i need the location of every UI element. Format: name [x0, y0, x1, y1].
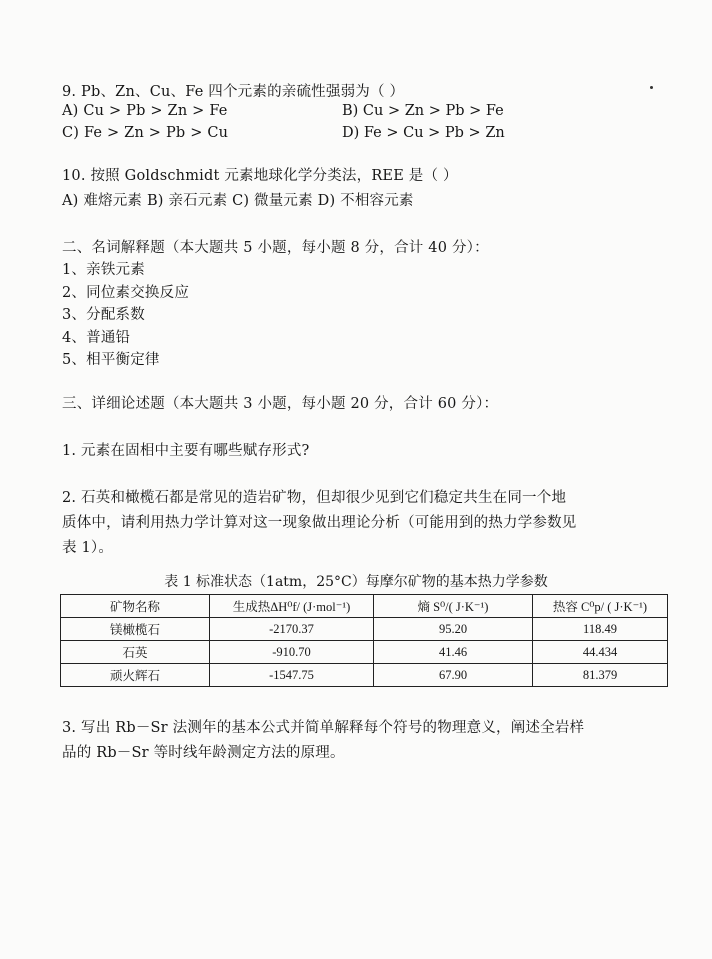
table-row: [61, 641, 668, 664]
table-cell: 镁橄榄石: [61, 618, 210, 641]
table-row: [61, 618, 668, 641]
table-cell: 顽火辉石: [61, 664, 210, 687]
section2-item: 4、普通铅: [62, 330, 131, 346]
table-header-cell: 熵 S⁰/( J·K⁻¹): [374, 595, 533, 618]
table-cell: -910.70: [210, 641, 374, 664]
table-cell: 81.379: [533, 664, 668, 687]
q9-option-a: A) Cu > Pb > Zn > Fe: [62, 103, 228, 119]
table-cell: 41.46: [374, 641, 533, 664]
section3-heading: 三、详细论述题（本大题共 3 小题，每小题 20 分，合计 60 分）：: [62, 396, 499, 412]
section3-q3-line: 3. 写出 Rb－Sr 法测年的基本公式并简单解释每个符号的物理意义，阐述全岩样: [62, 720, 585, 736]
table-cell: -2170.37: [210, 618, 374, 641]
table-caption: 表 1 标准状态（1atm，25°C）每摩尔矿物的基本热力学参数: [164, 574, 548, 590]
table-header-cell: 矿物名称: [61, 595, 210, 618]
table-cell: 95.20: [374, 618, 533, 641]
section2-item: 2、同位素交换反应: [62, 285, 190, 301]
section2-item: 1、亲铁元素: [62, 262, 145, 278]
q9-stem: 9. Pb、Zn、Cu、Fe 四个元素的亲硫性强弱为（ ）: [62, 84, 405, 100]
table-cell: 118.49: [533, 618, 668, 641]
section2-heading: 二、名词解释题（本大题共 5 小题，每小题 8 分，合计 40 分）：: [62, 240, 489, 256]
section3-q3-line: 品的 Rb－Sr 等时线年龄测定方法的原理。: [62, 745, 345, 761]
table-cell: 石英: [61, 641, 210, 664]
section2-item: 5、相平衡定律: [62, 352, 160, 368]
table-header-cell: 热容 C⁰p/ ( J·K⁻¹): [533, 595, 668, 618]
table-cell: 44.434: [533, 641, 668, 664]
thermo-table: [60, 594, 668, 687]
q9-option-d: D) Fe > Cu > Pb > Zn: [342, 125, 505, 141]
section3-q2-line: 表 1）。: [62, 540, 114, 556]
table-cell: -1547.75: [210, 664, 374, 687]
table-header-cell: 生成热ΔH⁰f/ (J·mol⁻¹): [210, 595, 374, 618]
section3-q1: 1. 元素在固相中主要有哪些赋存形式?: [62, 443, 310, 459]
table-cell: 67.90: [374, 664, 533, 687]
speck-mark: [650, 86, 653, 89]
table-header-row: [61, 595, 668, 618]
q9-option-c: C) Fe > Zn > Pb > Cu: [62, 125, 229, 141]
section3-q2-line: 2. 石英和橄榄石都是常见的造岩矿物，但却很少见到它们稳定共生在同一个地: [62, 490, 567, 506]
q9-option-b: B) Cu > Zn > Pb > Fe: [342, 103, 504, 119]
table-row: [61, 664, 668, 687]
q10-options: A) 难熔元素 B) 亲石元素 C) 微量元素 D) 不相容元素: [62, 193, 414, 209]
q10-stem: 10. 按照 Goldschmidt 元素地球化学分类法，REE 是（ ）: [62, 168, 458, 184]
section2-item: 3、分配系数: [62, 307, 145, 323]
section3-q2-line: 质体中，请利用热力学计算对这一现象做出理论分析（可能用到的热力学参数见: [62, 515, 577, 531]
